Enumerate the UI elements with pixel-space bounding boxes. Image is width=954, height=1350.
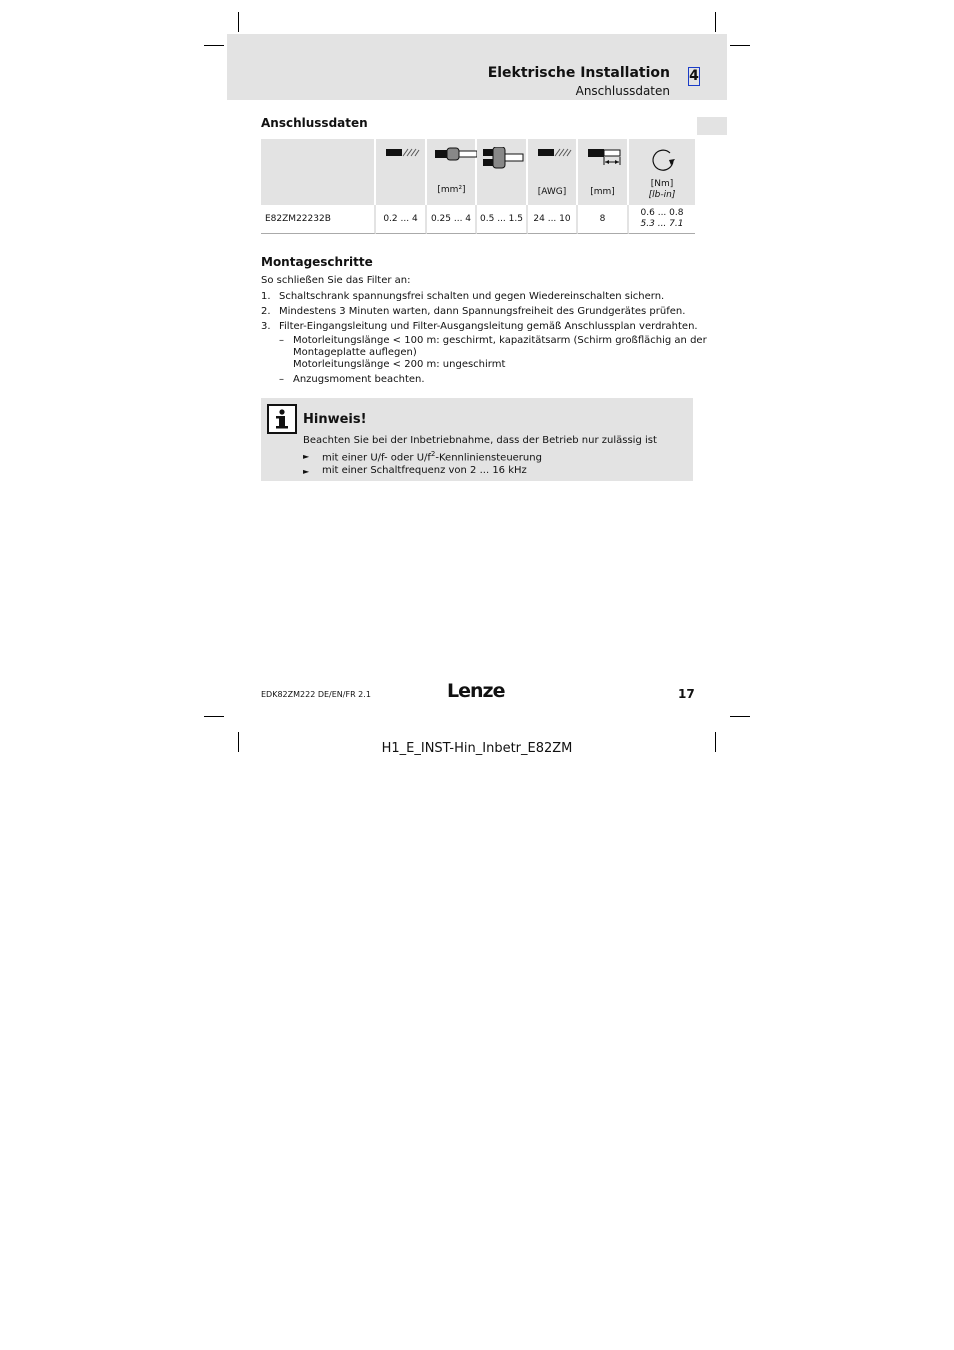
step-number: 1. (261, 291, 271, 302)
torque-icon (649, 147, 677, 173)
crop-mark (204, 716, 224, 717)
bullet-text-part: -Kennliniensteuerung (435, 452, 542, 464)
dash-marker: – (279, 374, 284, 385)
chapter-number: 4 (689, 68, 699, 84)
dash-marker: – (279, 335, 284, 346)
crop-mark (715, 12, 716, 32)
table-header-cell (477, 139, 528, 205)
bullet-superscript: 2 (430, 450, 436, 458)
unit-lbin-text: [lb-in] (648, 190, 676, 200)
twin-ferrule-icon (483, 147, 527, 169)
side-tab-marker (697, 117, 727, 135)
torque-nm-value: 0.6 ... 0.8 (640, 208, 684, 218)
unit-mm2: [mm²] (437, 185, 466, 195)
torque-lbin-value: 5.3 ... 7.1 (640, 219, 684, 229)
table-header-cell (528, 139, 578, 205)
section-heading-montageschritte: Montageschritte (261, 255, 373, 269)
file-label: H1_E_INST-Hin_Inbetr_E82ZM (381, 741, 573, 756)
stripped-wire-icon (384, 147, 420, 159)
table-cell (629, 205, 695, 234)
substep-line: Montageplatte auflegen) (293, 347, 417, 358)
unit-mm: [mm] (590, 187, 615, 197)
step-text: Filter-Eingangsleitung und Filter-Ausgangsleitung gemäß Anschlussplan verdrahten. (279, 321, 698, 332)
bullet-icon: ► (303, 467, 310, 476)
note-title: Hinweis! (303, 412, 367, 427)
table-header-cell (376, 139, 427, 205)
table-cell: 0.25 ... 4 (427, 205, 477, 234)
intro-text: So schließen Sie das Filter an: (261, 275, 411, 286)
step-text: Schaltschrank spannungsfrei schalten und gegen Wiedereinschalten sichern. (279, 291, 665, 302)
table-header-cell (629, 139, 695, 205)
crop-mark (238, 12, 239, 32)
table-cell: 8 (578, 205, 629, 234)
section-heading-anschlussdaten: Anschlussdaten (261, 116, 368, 130)
document-id: EDK82ZM222 DE/EN/FR 2.1 (261, 690, 371, 699)
unit-nm-text: [Nm] (650, 179, 674, 189)
step-number: 3. (261, 321, 271, 332)
substep-line: Motorleitungslänge < 100 m: geschirmt, kapazitätsarm (Schirm großflächig an der (293, 335, 707, 346)
note-bullet-text: mit einer Schaltfrequenz von 2 ... 16 kHz (322, 465, 527, 476)
unit-awg: [AWG] (537, 187, 567, 197)
chapter-header (227, 34, 727, 100)
substep-text: Anzugsmoment beachten. (293, 374, 425, 385)
table-cell: 0.5 ... 1.5 (477, 205, 528, 234)
strip-length-icon (586, 147, 626, 167)
note-text: Beachten Sie bei der Inbetriebnahme, dass der Betrieb nur zulässig ist (303, 435, 657, 446)
table-header-cell (427, 139, 477, 205)
unit-nm (629, 179, 695, 205)
crop-mark (730, 716, 750, 717)
substep-text (293, 335, 707, 371)
table-header-cell (261, 139, 376, 205)
model-cell: E82ZM22232B (261, 205, 376, 234)
crop-mark (204, 45, 224, 46)
wire-end-ferrule-icon (435, 147, 479, 161)
substep-line: Motorleitungslänge < 200 m: ungeschirmt (293, 359, 506, 370)
note-bullet-text (322, 450, 542, 463)
note-box (261, 398, 693, 481)
step-number: 2. (261, 306, 271, 317)
info-icon (267, 404, 297, 434)
table-row (261, 205, 695, 234)
bullet-text-part: mit einer U/f- oder U/f (322, 452, 431, 464)
chapter-title: Elektrische Installation (487, 65, 670, 81)
table-cell: 24 ... 10 (528, 205, 578, 234)
stripped-wire-awg-icon (536, 147, 572, 159)
step-text: Mindestens 3 Minuten warten, dann Spannungsfreiheit des Grundgerätes prüfen. (279, 306, 686, 317)
table-header-cell (578, 139, 629, 205)
page-number: 17 (678, 687, 695, 701)
lenze-logo: Lenze (447, 680, 505, 702)
crop-mark (730, 45, 750, 46)
table-cell: 0.2 ... 4 (376, 205, 427, 234)
chapter-subtitle: Anschlussdaten (575, 84, 670, 98)
bullet-icon: ► (303, 452, 310, 461)
